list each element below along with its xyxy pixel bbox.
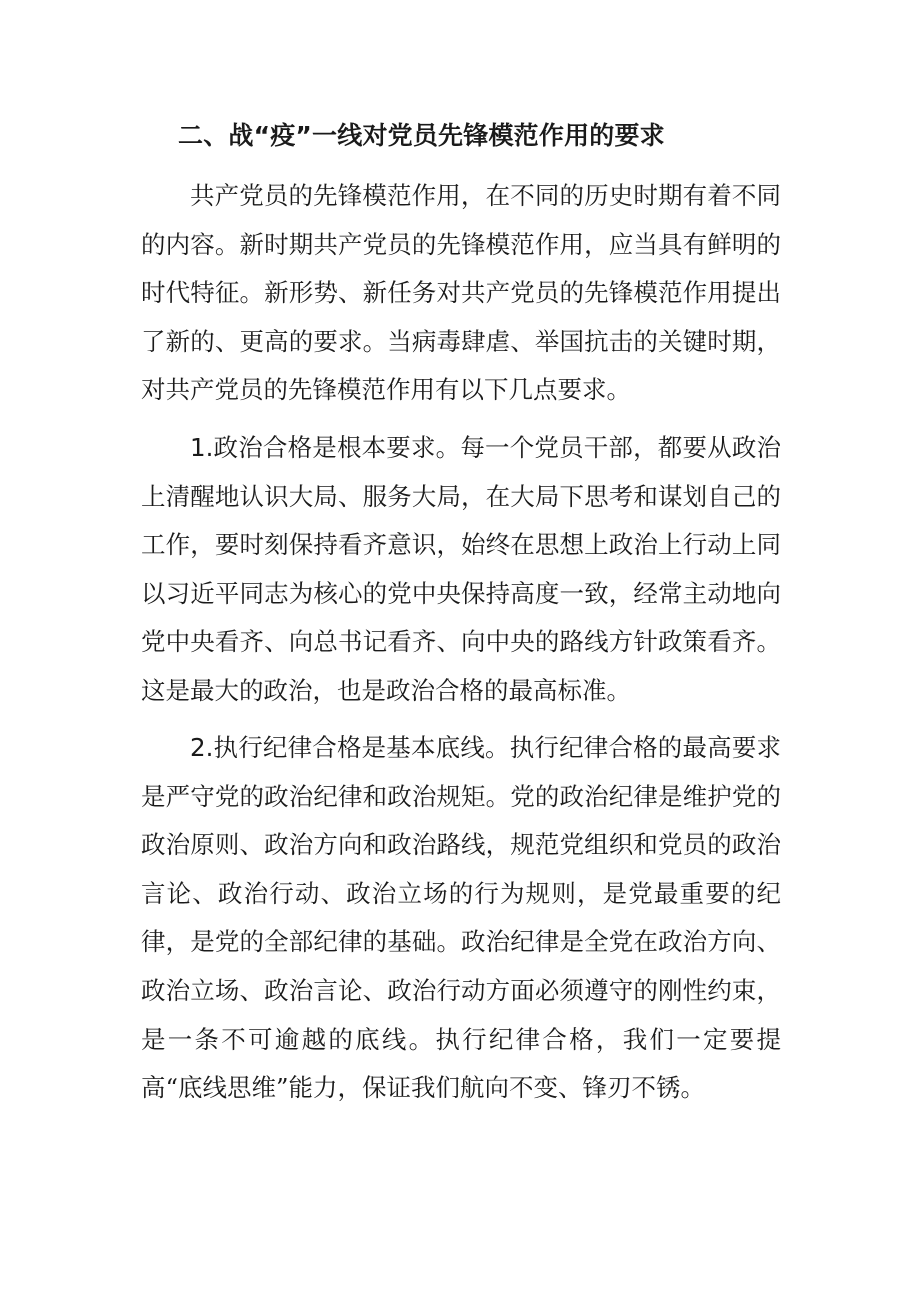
- paragraph-discipline: [141, 724, 781, 1113]
- paragraph-political-qualification: [141, 424, 781, 716]
- paragraph-body: 执行纪律合格的最高要求是严守党的政治纪律和政治规矩。党的政治纪律是维护党的政治原则、政治方向和政治路线，规范党组织和党员的政治言论、政治行动、政治立场的行为规则，是党最重要的纪律，是党的全部纪律的基础。政治纪律是全党在政治方向、政治立场、政治言论、政治行动方面必须遵守的刚性约束，是一条不可逾越的底线。执行纪律合格，我们一定要提高“底线思维”能力，保证我们航向不变、锋刃不锈。: [141, 733, 782, 1103]
- paragraph-body: 每一个党员干部，都要从政治上清醒地认识大局、服务大局，在大局下思考和谋划自己的工作，要时刻保持看齐意识，始终在思想上政治上行动上同以习近平同志为核心的党中央保持高度一致，经常主动地向党中央看齐、向总书记看齐、向中央的路线方针政策看齐。这是最大的政治，也是政治合格的最高标准。: [141, 433, 782, 705]
- paragraph-body: 共产党员的先锋模范作用，在不同的历史时期有着不同的内容。新时期共产党员的先锋模范作用，应当具有鲜明的时代特征。新形势、新任务对共产党员的先锋模范作用提出了新的、更高的要求。当病毒肆虐、举国抗击的关键时期，对共产党员的先锋模范作用有以下几点要求。: [141, 181, 781, 405]
- section-heading: 二、战“疫”一线对党员先锋模范作用的要求: [178, 121, 665, 150]
- paragraph-lead: 1.政治合格是根本要求。: [190, 433, 461, 462]
- paragraph-lead: 2.执行纪律合格是基本底线。: [190, 733, 510, 762]
- paragraph-intro: [141, 172, 781, 415]
